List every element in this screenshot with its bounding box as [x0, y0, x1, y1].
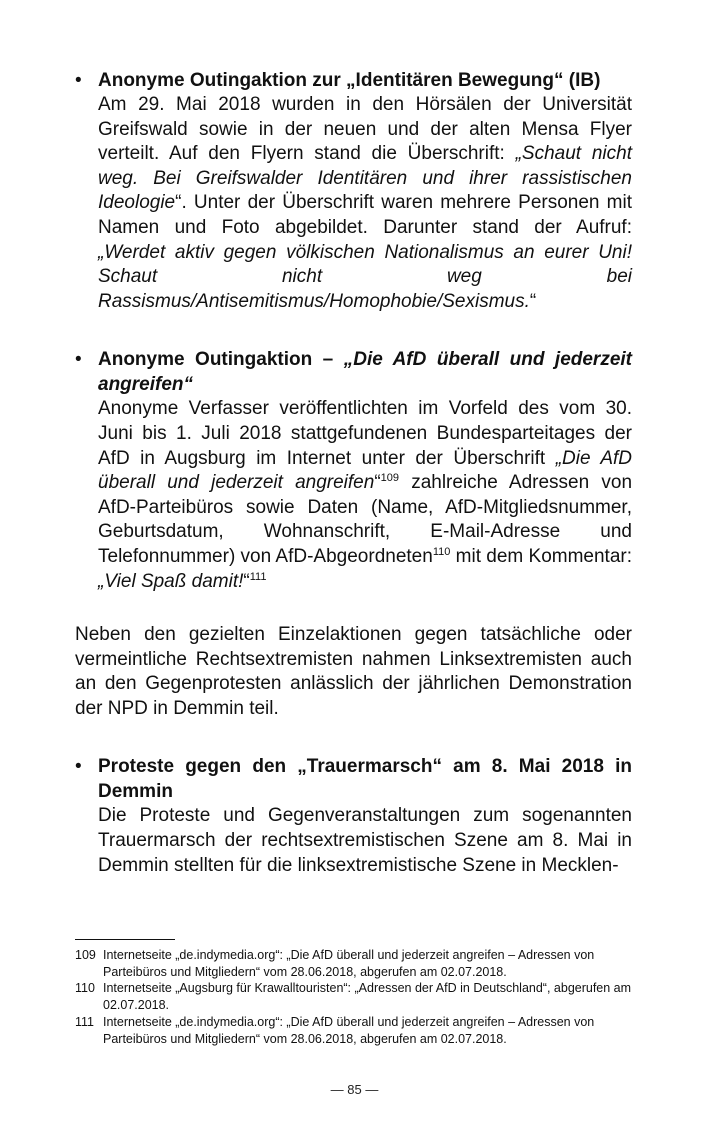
text-run: mit dem Kommentar:	[450, 545, 632, 567]
text-run: zahlreiche Adressen von AfD-Parteibüros sowie Daten (Name, AfD-Mitgliedsnummer, Geburtsdatum, Wohnanschrift, E-Mail-Adresse und Telefonnummer) von AfD-Abgeordneten	[98, 472, 633, 567]
quoted-text: „Viel Spaß damit!	[98, 570, 244, 592]
footnote-number: 110	[75, 981, 95, 996]
section-outing-ib	[75, 68, 632, 314]
section-body	[98, 397, 632, 594]
section-protests-demmin	[75, 754, 632, 878]
section-heading: Anonyme Outingaktion zur „Identitären Bewegung“ (IB)	[98, 70, 601, 91]
section-body	[98, 93, 632, 314]
text-run: Am 29. Mai 2018 wurden in den Hörsälen der Universität Greifswald sowie in der neuen und der alten Mensa Flyer verteilt. Auf den Flyern stand die Überschrift:	[98, 94, 632, 165]
page-number: — 85 —	[330, 1082, 379, 1097]
quoted-text: „Werdet aktiv gegen völkischen Nationalismus an eurer Uni! Schaut nicht weg bei Rassismus/Antisemitismus/Homophobie/Sexismus.	[98, 241, 632, 312]
section-body: Die Proteste und Gegenveranstaltungen zum sogenannten Trauermarsch der rechtsextremistischen Szene am 8. Mai in Demmin stellten für die linksextremistische Szene in Mecklen-	[98, 805, 632, 876]
text-run: “. Unter der Überschrift waren mehrere Personen mit Namen und Foto abgebildet. Darunter stand der Aufruf:	[98, 192, 632, 238]
heading-quote: „Die AfD überall und jederzeit angreifen“	[98, 349, 632, 396]
body-paragraph: Neben den gezielten Einzelaktionen gegen tatsächliche oder vermeintliche Rechtsextremisten nahmen Linksextremisten auch an den Gegenprotesten anlässlich der jährlichen Demonstration der NPD in Demmin teil.	[75, 624, 632, 719]
bullet-marker: •	[75, 70, 82, 91]
bullet-marker: •	[75, 756, 82, 778]
footnote-ref: 111	[249, 570, 267, 583]
footnote-ref: 110	[432, 545, 451, 558]
text-run: “	[374, 472, 381, 494]
quoted-text: „Schaut nicht weg. Bei Greifswalder Identitären und ihrer rassistischen Ideologie	[98, 143, 632, 214]
footnote-text: Internetseite „de.indymedia.org“: „Die AfD überall und jederzeit angreifen – Adressen von Parteibüros und Mitgliedern“ vom 28.06.2018, abgerufen am 02.07.2018.	[103, 948, 595, 979]
heading-prefix: Anonyme Outingaktion –	[98, 349, 344, 371]
text-run: “	[243, 570, 250, 592]
section-heading	[98, 347, 632, 397]
footnote-ref: 109	[380, 472, 400, 485]
footnote-item	[75, 980, 632, 1013]
footnote-number: 109	[75, 948, 96, 962]
text-run: Anonyme Verfasser veröffentlichten im Vorfeld des vom 30. Juni bis 1. Juli 2018 stattgefundenen Bundesparteitages der AfD in Augsburg im Internet unter der Überschrift	[98, 398, 632, 469]
footnote-divider	[75, 939, 175, 940]
footnote-item	[75, 947, 632, 980]
bullet-marker: •	[75, 349, 82, 371]
section-outing-afd	[75, 347, 632, 594]
footnote-number: 111	[75, 1014, 95, 1029]
footnotes	[75, 947, 632, 1047]
section-heading: Proteste gegen den „Trauermarsch“ am 8. Mai 2018 in Demmin	[98, 756, 632, 803]
footnote-text: Internetseite „de.indymedia.org“: „Die AfD überall und jederzeit angreifen – Adressen von Parteibüros und Mitgliedern“ vom 28.06.2018, abgerufen am 02.07.2018.	[103, 1014, 595, 1046]
quoted-text: „Die AfD überall und jederzeit angreifen	[98, 447, 632, 494]
footnote-item	[75, 1014, 632, 1047]
footnote-text: Internetseite „Augsburg für Krawalltouristen“: „Adressen der AfD in Deutschland“, abgerufen am 02.07.2018.	[103, 981, 632, 1013]
text-run: “	[529, 290, 537, 312]
page-content	[75, 68, 632, 878]
